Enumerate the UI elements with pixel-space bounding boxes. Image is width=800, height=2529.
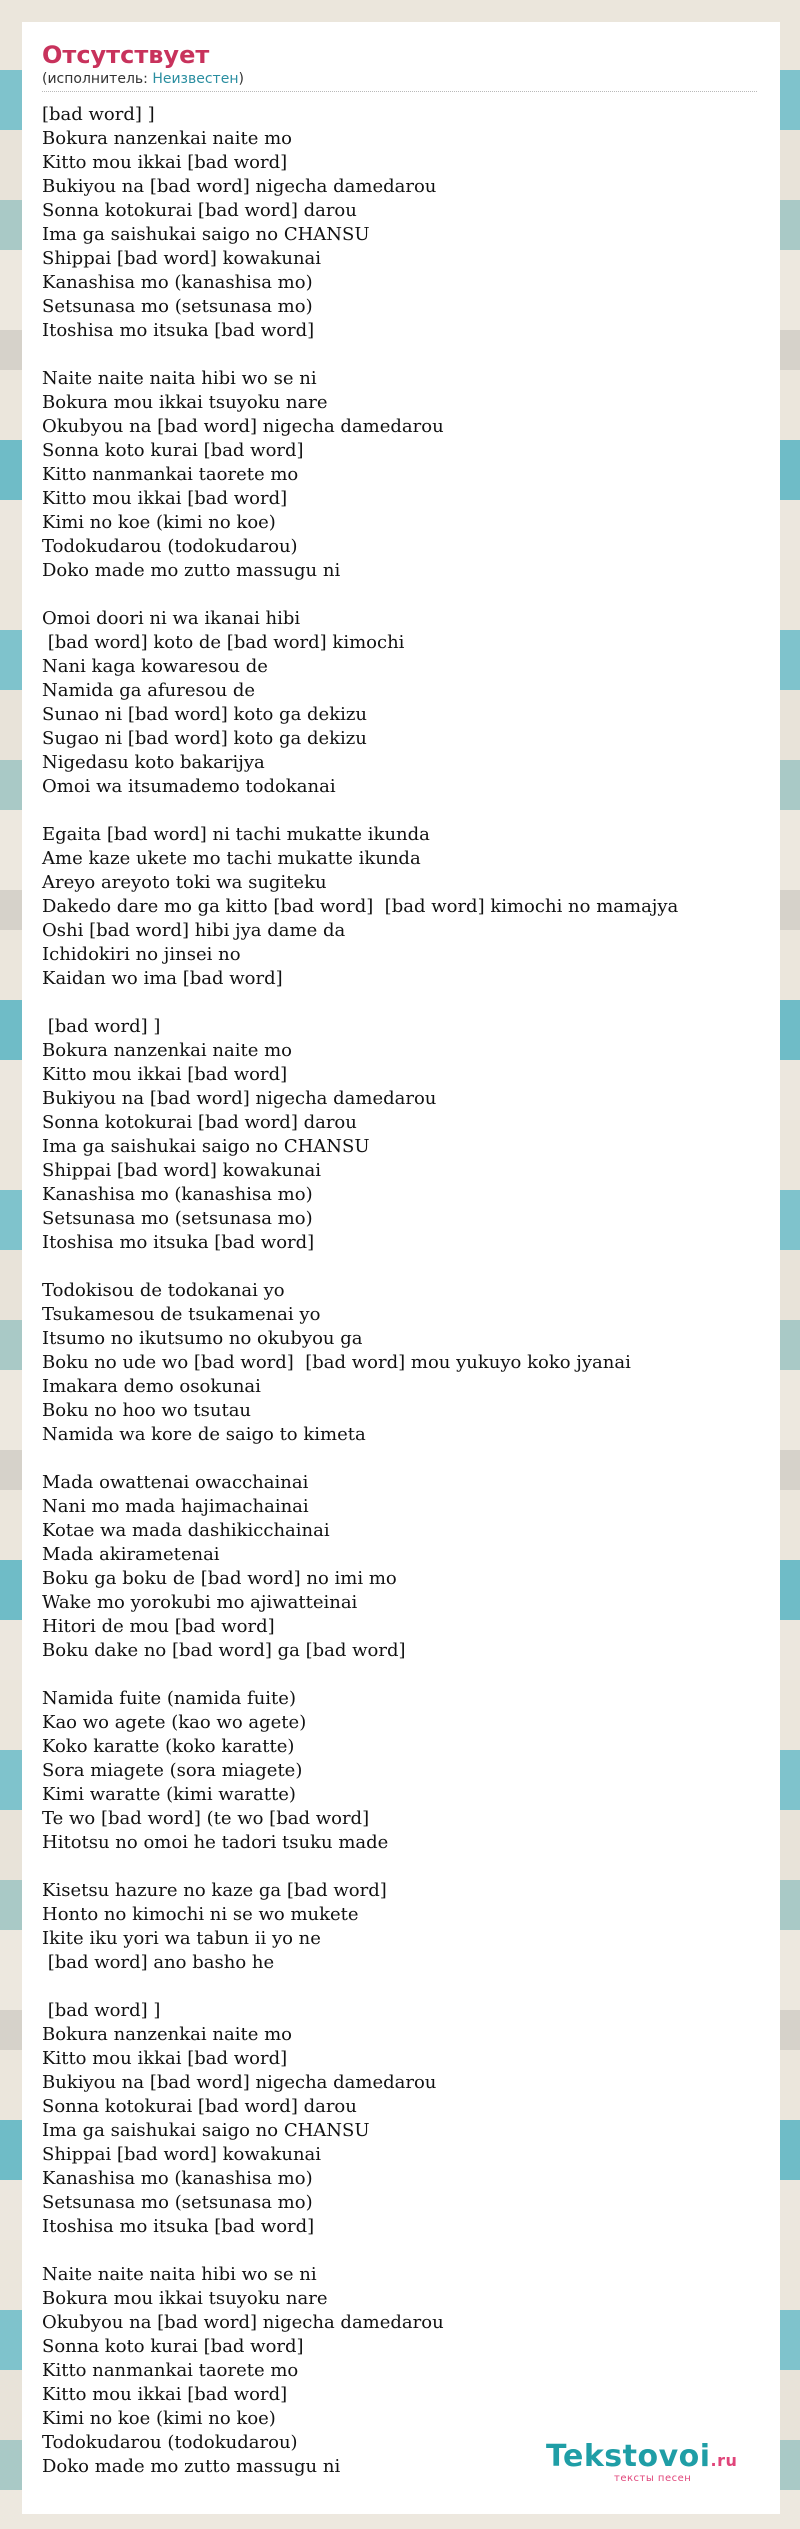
lyrics-line: Doko made mo zutto massugu ni — [42, 560, 341, 581]
lyrics-line: Kimi no koe (kimi no koe) — [42, 2408, 276, 2429]
lyrics-line: Dakedo dare mo ga kitto [bad word] [bad word] kimochi no mamajya — [42, 896, 679, 917]
lyrics-line: Sonna kotokurai [bad word] darou — [42, 1112, 357, 1133]
lyrics-line: Kitto mou ikkai [bad word] — [42, 488, 288, 509]
lyrics-line: Bokura mou ikkai tsuyoku nare — [42, 2288, 328, 2309]
lyrics-line: Ima ga saishukai saigo no CHANSU — [42, 1136, 370, 1157]
lyrics-line: [bad word] ] — [42, 1016, 161, 1037]
lyrics-line: Kanashisa mo (kanashisa mo) — [42, 2168, 313, 2189]
lyrics-blank-line — [42, 583, 772, 607]
lyrics-line: Kanashisa mo (kanashisa mo) — [42, 1184, 313, 1205]
lyrics-line: Okubyou na [bad word] nigecha damedarou — [42, 416, 444, 437]
lyrics-blank-line — [42, 1255, 772, 1279]
lyrics-line: [bad word] ] — [42, 104, 155, 125]
lyrics-line: Kitto mou ikkai [bad word] — [42, 2384, 288, 2405]
lyrics-line: Kitto nanmankai taorete mo — [42, 464, 299, 485]
lyrics-line: Namida ga afuresou de — [42, 680, 256, 701]
lyrics-line: Areyo areyoto toki wa sugiteku — [42, 872, 327, 893]
lyrics-line: Ima ga saishukai saigo no CHANSU — [42, 2120, 370, 2141]
lyrics-line: Kitto mou ikkai [bad word] — [42, 152, 288, 173]
lyrics-line: Itsumo no ikutsumo no okubyou ga — [42, 1328, 363, 1349]
performer-prefix: (исполнитель: — [42, 71, 153, 87]
performer-link[interactable]: Неизвестен — [152, 71, 239, 87]
lyrics-line: Okubyou na [bad word] nigecha damedarou — [42, 2312, 444, 2333]
site-logo[interactable] — [546, 2440, 756, 2488]
lyrics-line: Bokura mou ikkai tsuyoku nare — [42, 392, 328, 413]
performer-suffix: ) — [238, 71, 244, 87]
lyrics-line: Te wo [bad word] (te wo [bad word] — [42, 1808, 370, 1829]
lyrics-line: [bad word] ] — [42, 2000, 161, 2021]
lyrics-line: Bokura nanzenkai naite mo — [42, 128, 292, 149]
lyrics-line: Namida fuite (namida fuite) — [42, 1688, 296, 1709]
lyrics-line: Namida wa kore de saigo to kimeta — [42, 1424, 366, 1445]
lyrics-line: Sonna koto kurai [bad word] — [42, 440, 304, 461]
lyrics-line: Wake mo yorokubi mo ajiwatteinai — [42, 1592, 358, 1613]
lyrics-line: Kaidan wo ima [bad word] — [42, 968, 283, 989]
lyrics-line: Kimi no koe (kimi no koe) — [42, 512, 276, 533]
lyrics-line: Honto no kimochi ni se wo mukete — [42, 1904, 359, 1925]
lyrics-line: Boku no hoo wo tsutau — [42, 1400, 252, 1421]
lyrics-line: Kisetsu hazure no kaze ga [bad word] — [42, 1880, 387, 1901]
lyrics-line: Kitto mou ikkai [bad word] — [42, 2048, 288, 2069]
lyrics-line: Sonna kotokurai [bad word] darou — [42, 200, 357, 221]
lyrics-line: Omoi wa itsumademo todokanai — [42, 776, 336, 797]
lyrics-line: Doko made mo zutto massugu ni — [42, 2456, 341, 2477]
lyrics-line: Shippai [bad word] kowakunai — [42, 2144, 322, 2165]
lyrics-line: Itoshisa mo itsuka [bad word] — [42, 2216, 315, 2237]
lyrics-line: Boku ga boku de [bad word] no imi mo — [42, 1568, 397, 1589]
lyrics-line: Setsunasa mo (setsunasa mo) — [42, 296, 313, 317]
lyrics-line: Itoshisa mo itsuka [bad word] — [42, 320, 315, 341]
lyrics-line: Mada owattenai owacchainai — [42, 1472, 309, 1493]
lyrics-line: Bukiyou na [bad word] nigecha damedarou — [42, 1088, 437, 1109]
lyrics-line: Ichidokiri no jinsei no — [42, 944, 241, 965]
lyrics-line: Shippai [bad word] kowakunai — [42, 248, 322, 269]
lyrics-line: Naite naite naita hibi wo se ni — [42, 368, 317, 389]
lyrics-line: Sora miagete (sora miagete) — [42, 1760, 303, 1781]
lyrics-card — [22, 22, 780, 2514]
logo-tagline: тексты песен — [614, 2473, 692, 2484]
lyrics-line: Omoi doori ni wa ikanai hibi — [42, 608, 301, 629]
lyrics-line: Itoshisa mo itsuka [bad word] — [42, 1232, 315, 1253]
lyrics-line: Bukiyou na [bad word] nigecha damedarou — [42, 176, 437, 197]
lyrics-line: Setsunasa mo (setsunasa mo) — [42, 2192, 313, 2213]
lyrics-line: Nigedasu koto bakarijya — [42, 752, 265, 773]
lyrics-line: Ima ga saishukai saigo no CHANSU — [42, 224, 370, 245]
lyrics-line: [bad word] ano basho he — [42, 1952, 275, 1973]
lyrics-line: Naite naite naita hibi wo se ni — [42, 2264, 317, 2285]
lyrics-blank-line — [42, 1975, 772, 1999]
lyrics-line: Shippai [bad word] kowakunai — [42, 1160, 322, 1181]
lyrics-line: Nani kaga kowaresou de — [42, 656, 268, 677]
lyrics-line: Egaita [bad word] ni tachi mukatte ikunda — [42, 824, 430, 845]
lyrics-line: Imakara demo osokunai — [42, 1376, 261, 1397]
lyrics-text — [42, 103, 772, 2479]
lyrics-line: Kanashisa mo (kanashisa mo) — [42, 272, 313, 293]
lyrics-line: Mada akirametenai — [42, 1544, 220, 1565]
lyrics-line: Bokura nanzenkai naite mo — [42, 1040, 292, 1061]
lyrics-line: Todokisou de todokanai yo — [42, 1280, 285, 1301]
lyrics-line: Oshi [bad word] hibi jya dame da — [42, 920, 346, 941]
lyrics-blank-line — [42, 343, 772, 367]
lyrics-line: Kitto mou ikkai [bad word] — [42, 1064, 288, 1085]
lyrics-line: Sonna koto kurai [bad word] — [42, 2336, 304, 2357]
lyrics-line: Sunao ni [bad word] koto ga dekizu — [42, 704, 367, 725]
lyrics-line: Todokudarou (todokudarou) — [42, 2432, 298, 2453]
song-title: Отсутствует — [42, 41, 210, 69]
lyrics-line: Kao wo agete (kao wo agete) — [42, 1712, 307, 1733]
lyrics-line: Hitori de mou [bad word] — [42, 1616, 275, 1637]
lyrics-blank-line — [42, 1663, 772, 1687]
performer-line — [42, 70, 757, 92]
lyrics-line: Ame kaze ukete mo tachi mukatte ikunda — [42, 848, 421, 869]
lyrics-line: Nani mo mada hajimachainai — [42, 1496, 309, 1517]
lyrics-blank-line — [42, 1447, 772, 1471]
lyrics-line: Kimi waratte (kimi waratte) — [42, 1784, 296, 1805]
logo-name: Tekstovoi — [546, 2439, 711, 2474]
lyrics-blank-line — [42, 799, 772, 823]
song-header — [42, 40, 757, 92]
lyrics-line: Kitto nanmankai taorete mo — [42, 2360, 299, 2381]
lyrics-line: Bokura nanzenkai naite mo — [42, 2024, 292, 2045]
lyrics-line: Hitotsu no omoi he tadori tsuku made — [42, 1832, 389, 1853]
lyrics-line: Todokudarou (todokudarou) — [42, 536, 298, 557]
lyrics-line: Setsunasa mo (setsunasa mo) — [42, 1208, 313, 1229]
lyrics-line: Sugao ni [bad word] koto ga dekizu — [42, 728, 367, 749]
lyrics-blank-line — [42, 1855, 772, 1879]
lyrics-blank-line — [42, 2239, 772, 2263]
lyrics-line: Boku dake no [bad word] ga [bad word] — [42, 1640, 406, 1661]
lyrics-line: [bad word] koto de [bad word] kimochi — [42, 632, 405, 653]
lyrics-blank-line — [42, 991, 772, 1015]
lyrics-line: Bukiyou na [bad word] nigecha damedarou — [42, 2072, 437, 2093]
lyrics-line: Kotae wa mada dashikicchainai — [42, 1520, 330, 1541]
lyrics-line: Tsukamesou de tsukamenai yo — [42, 1304, 321, 1325]
logo-tld: .ru — [710, 2451, 738, 2470]
lyrics-line: Koko karatte (koko karatte) — [42, 1736, 295, 1757]
lyrics-line: Boku no ude wo [bad word] [bad word] mou yukuyo koko jyanai — [42, 1352, 631, 1373]
lyrics-line: Sonna kotokurai [bad word] darou — [42, 2096, 357, 2117]
lyrics-line: Ikite iku yori wa tabun ii yo ne — [42, 1928, 321, 1949]
